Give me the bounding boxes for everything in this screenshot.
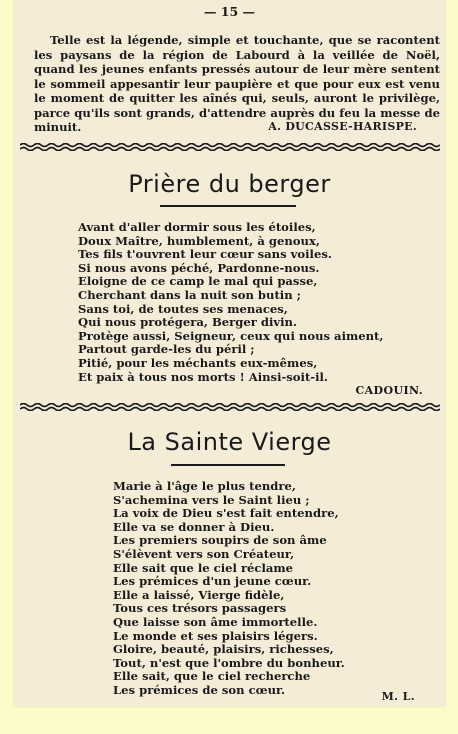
poem2-title-underline [171,464,285,466]
poem2-line: Elle va se donner à Dieu. [113,519,275,534]
poem1-line: Tes fils t'ouvrent leur cœur sans voiles. [78,247,332,262]
poem1-line: Partout garde-les du péril ; [78,342,255,357]
poem1-line: Sans toi, de toutes ses menaces, [78,301,288,316]
poem2-line: S'achemina vers le Saint lieu ; [113,492,310,507]
poem1-line: Pitié, pour les méchants eux-mêmes, [78,355,318,370]
intro-author: A. DUCASSE-HARISPE. [268,120,417,133]
poem2-line: Elle a laissé, Vierge fidèle, [113,587,285,602]
poem1-line: Avant d'aller dormir sous les étoiles, [78,220,316,234]
poem1-line: Qui nous protégera, Berger divin. [78,315,298,330]
poem1-line: Cherchant dans la nuit son butin ; [78,287,301,302]
poem2-line: Le monde et ses plaisirs légers. [113,628,318,643]
poem2-line: Gloire, beauté, plaisirs, richesses, [113,642,334,657]
magazine-page [14,0,445,706]
poem2-author: M. L. [381,690,415,703]
poem1-title-underline [160,205,296,207]
poem2-line: Les prémices d'un jeune cœur. [113,574,312,589]
poem2-line: Que laisse son âme immortelle. [113,614,318,629]
poem1-line: Eloigne de ce camp le mal qui passe, [78,274,318,289]
poem1-author: CADOUIN. [355,384,423,397]
poem2-line: Elle sait que le ciel réclame [113,560,294,575]
poem2-line: Les prémices de son cœur. [113,682,286,697]
poem1-line: Doux Maître, humblement, à genoux, [78,233,320,248]
poem1-line: Si nous avons péché, Pardonne-nous. [78,260,320,275]
poem2-line: Tous ces trésors passagers [113,601,287,616]
poem1-line: Et paix à tous nos morts ! Ainsi-soit-il. [78,369,328,384]
wavy-divider [20,143,440,151]
poem1-line: Protège aussi, Seigneur, ceux qui nous aiment, [78,328,384,343]
poem2-line: Elle sait, que le ciel recherche [113,669,311,684]
intro-text: Telle est la légende, simple et touchante, que se racontent les paysans de la région de Labourd à la veillée de Noël, quand les jeunes enfants pressés autour de leur mère sentent le sommeil appesantir leur paupière et que pour eux est venu le moment de quitter les aînés qui, seuls, auront le privilège, parce qu'ils sont grands, d'attendre auprès du feu la messe de minuit. [34,33,440,134]
poem2-line: La voix de Dieu s'est fait entendre, [113,506,339,521]
page-number: — 15 — [203,4,256,19]
poem2-title: La Sainte Vierge [127,428,332,456]
poem2-line: Les premiers soupirs de son âme [113,533,327,548]
poem2-line: Tout, n'est que l'ombre du bonheur. [113,655,345,670]
poem1-stanza [78,221,383,384]
poem1-title: Prière du berger [128,170,331,198]
poem2-line: S'élèvent vers son Créateur, [113,546,295,561]
poem2-line: Marie à l'âge le plus tendre, [113,479,296,493]
poem2-stanza [113,480,345,698]
wavy-divider [20,403,440,411]
